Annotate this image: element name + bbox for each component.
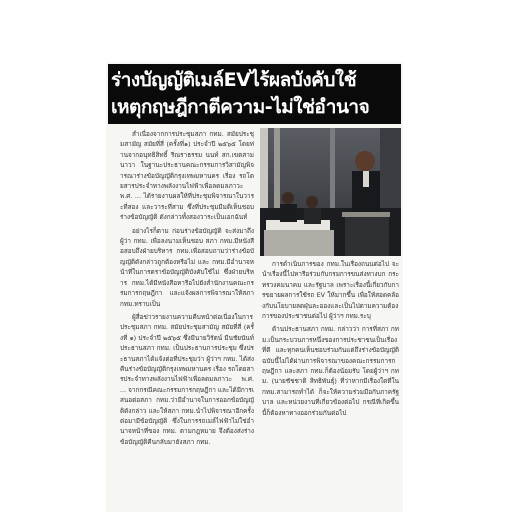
article-left-column (120, 129, 254, 509)
headline-line-2: เหตุกฤษฎีกาตีความ-ไม่ใช่อำนาจ (111, 96, 370, 118)
article-paragraph: ผู้สื่อข่าวรายงานความคืบหน้าต่อเนื่องในการประชุมสภา กทม. สมัยประชุมสามัญ สมัยที่สี่ (ครั้งที่ ๑) ประจำปี ๒๕๖๕ ซึ่งมีนายวิรัตน์ มีนชัยนันท์ ประธานสภา กทม. เป็นประธานการประชุม ซึ่งประธานสภาได้แจ้งต่อที่ประชุมว่า ผู้ว่าฯ กทม. ได้ส่งคืนร่างข้อบัญญัติกรุงเทพมหานคร เรื่อง รถโดยสารประจำทางพลังงานไฟฟ้าเพื่อลดมลภาวะ พ.ศ. ... จากกรณีคณะกรรมการกฤษฎีกา และได้มีการเสนอต่อสภา กทม.ว่ามีอำนาจในการออกข้อบัญญัติดังกล่าว และให้สภา กทม.นำไปพิจารณาอีกครั้ง ต่อมามีข้อบัญญัติ ซึ่งในการรถเมล์ไฟฟ้าไม่ใช่อำนาจหน้าที่ของ กทม. ตามกฎหมาย จึงต้องส่งร่างข้อบัญญัติคืนกลับมายังสภา กทม. (120, 312, 254, 446)
newspaper-clipping (106, 62, 403, 512)
article-paragraph: สำเนื่องจากการประชุมสภา กทม. สมัยประชุมสามัญ สมัยที่สี่ (ครั้งที่๑) ประจำปี ๒๕๖๕ โดยท่านจากอนุทธิสิทธิ์ รีณราธรรม นนท์ สก.เขตสามนาวา ในฐานะประธานคณะกรรมการวิสามัญพิจารณาร่างข้อบัญญัติกรุงเทพมหานคร เรื่อง รถโดยสารประจำทางพลังงานไฟฟ้าเพื่อลดมลภาวะ พ.ศ. ... ได้รายงานผลให้ที่ประชุมพิจารณาในวาระที่สอง และวาระที่สาม ซึ่งที่ประชุมมีมติเห็นชอบร่างข้อบัญญัติ ดังกล่าวทั้งสองวาระเป็นเอกฉันท์ (120, 130, 254, 222)
article-paragraph: การดำเนินการของ กทม.ในเรื่องถนนต่อไป จะนำเรื่องนี้ไปหารือร่วมกับกรมการขนส่งทางบก กระทรวงคมนาคม และรัฐบาล เพราะเรื่องนี้เกี่ยวกับการขยายผลการใช้รถ EV ให้มากขึ้น เพื่อให้สอดคล้องกับนโยบายลดฝุ่นละอองและเป็นไปตามความต้องการของประชาชนต่อไป ผู้ว่าฯ กทม.ระบุ (262, 260, 399, 321)
headline-banner (108, 64, 401, 124)
article-paragraph: อย่างไรก็ตาม ก่อนร่างข้อบัญญัติ จะส่งมาถึงผู้ว่า กทม. เพื่อลงนามเห็นชอบ สภา กทม.มีหนังสือสอบถึงฝ่ายบริหาร กทม.เพื่อสอบถามว่าร่างข้อบัญญัติดังกล่าวถูกต้องหรือไม่ และ กทม.มีอำนาจหน้าที่ในการตราข้อบัญญัติบังคับใช้ไม่ ซึ่งฝ่ายบริหาร กทม.ได้มีหนังสือหารือไปยังสำนักงานคณะกรรมการกฤษฎีกา และแจ้งผลการพิจารณาให้สภา กทม.ทราบเป็น (120, 226, 254, 308)
council-meeting-photo (260, 128, 401, 256)
headline-line-1: ร่างบัญญัติเมล์EVไร้ผลบังคับใช้ (111, 69, 357, 91)
article-right-column (262, 259, 399, 511)
article-paragraph: ด้านประธานสภา กทม. กล่าวว่า การที่สภา กทม.เป็นกระบวนการหนึ่งของการประชาชนเป็นเรื่องที่ดี และทุกคนเห็นชอบร่วมกันแต่ถึงร่างข้อบัญญัติฉบับนี้ไม่ได้ผ่านการพิจารณาของคณะกรรมการกฤษฎีกา และสภา กทม.ก็ต้องน้อมรับ โดยผู้ว่าฯ กทม. (นายชัชชาติ สิทธิพันธุ์) ที่ว่าหากมีเรื่องใดที่ใน กทม.สามารถทำได้ ก็จะให้ความร่วมมือกับภาครัฐบาล และหน่วยงานที่เกี่ยวข้องต่อไป กรณีที่เกิดขึ้นนี้ก็ต้องหาทางออกร่วมกันต่อไป (262, 325, 399, 417)
photo-illustration (260, 128, 401, 256)
